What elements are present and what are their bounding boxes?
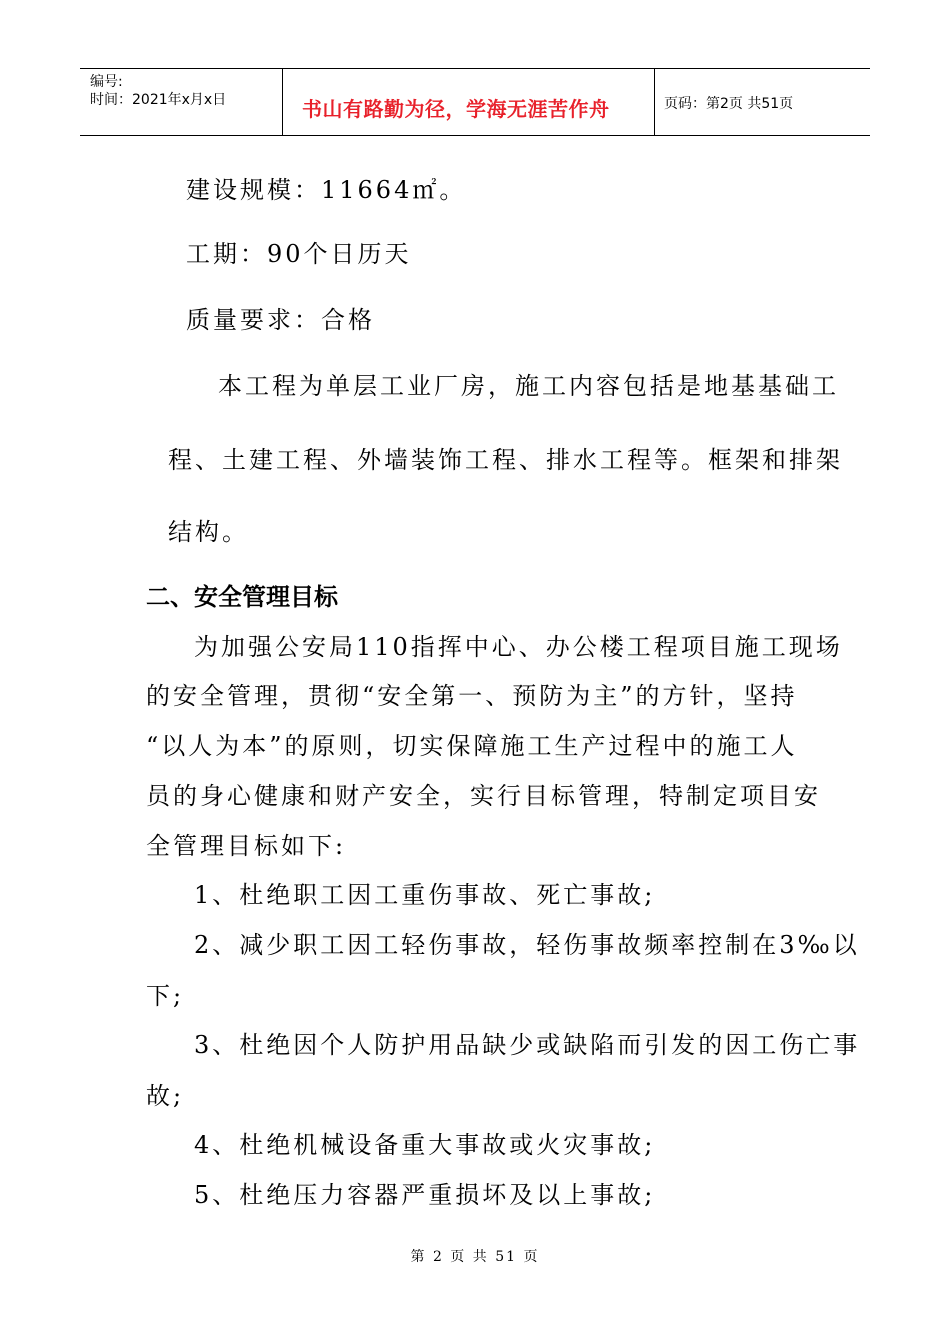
goal-item: 4、杜绝机械设备重大事故或火灾事故; <box>194 1131 656 1159</box>
header-motto-cell <box>282 69 655 135</box>
header-motto: 书山有路勤为径，学海无涯苦作舟 <box>302 97 610 121</box>
intro-line: 员的身心健康和财产安全，实行目标管理，特制定项目安 <box>146 782 821 810</box>
intro-line: “以人为本”的原则，切实保障施工生产过程中的施工人 <box>146 732 798 760</box>
goal-item: 3、杜绝因个人防护用品缺少或缺陷而引发的因工伤亡事 <box>194 1031 861 1059</box>
header-left-cell <box>80 69 283 135</box>
quality-requirement: 质量要求：合格 <box>186 306 375 334</box>
intro-line: 的安全管理，贯彻“安全第一、预防为主”的方针，坚持 <box>146 682 798 710</box>
section-heading: 二、安全管理目标 <box>146 583 338 611</box>
page-header <box>80 68 870 136</box>
document-number-label: 编号: <box>90 74 123 90</box>
goal-item: 1、杜绝职工因工重伤事故、死亡事故; <box>194 881 656 909</box>
document-time-label: 时间：2021年x月x日 <box>90 92 227 108</box>
construction-period: 工期：90个日历天 <box>186 240 412 268</box>
intro-line: 为加强公安局110指挥中心、办公楼工程项目施工现场 <box>194 633 843 661</box>
overview-line: 程、土建工程、外墙装饰工程、排水工程等。框架和排架 <box>168 446 843 474</box>
header-right-cell <box>654 69 870 135</box>
overview-line: 本工程为单层工业厂房，施工内容包括是地基基础工 <box>218 372 839 400</box>
header-page-info: 页码：第2页 共51页 <box>664 96 794 112</box>
goal-item: 下; <box>146 982 185 1010</box>
goal-item: 故; <box>146 1082 185 1110</box>
overview-line: 结构。 <box>168 518 249 546</box>
construction-scale: 建设规模：11664㎡。 <box>186 176 467 204</box>
goal-item: 5、杜绝压力容器严重损坏及以上事故; <box>194 1181 656 1209</box>
intro-line: 全管理目标如下: <box>146 832 347 860</box>
goal-item: 2、减少职工因工轻伤事故，轻伤事故频率控制在3‰以 <box>194 931 860 959</box>
page-footer: 第 2 页 共 51 页 <box>410 1249 540 1265</box>
